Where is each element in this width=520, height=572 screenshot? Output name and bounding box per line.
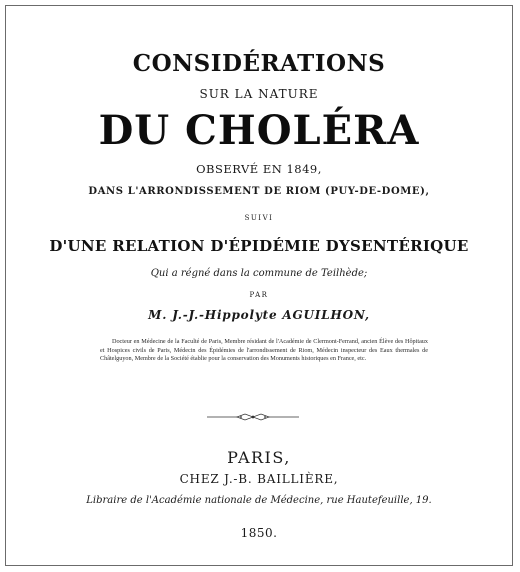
par-label: PAR (249, 291, 269, 299)
publication-year: 1850. (240, 526, 278, 540)
title-considerations: CONSIDÉRATIONS (132, 50, 386, 77)
ornament-divider-icon (207, 412, 299, 422)
author-name: M. J.-J.-Hippolyte AGUILHON, (148, 308, 370, 322)
commune-line: Qui a régné dans la commune de Teilhède; (150, 268, 368, 279)
publisher-address: Libraire de l'Académie nationale de Médecine, rue Hautefeuille, 19. (86, 495, 432, 506)
publication-city: PARIS, (227, 448, 291, 467)
author-credentials: Docteur en Médecine de la Faculté de Paris, Membre résidant de l'Académie de Clermont-Ferrand, ancien Élève des Hôpitaux et Hospices civils de Paris, Médecin des Épidémies de l'arrondissement de Riom, Médecin inspecteur des Eaux thermales de Châtelguyon, Membre de la Société établie pour la conservation des Monuments historiques en France, etc. (100, 338, 428, 363)
subtitle-nature: SUR LA NATURE (199, 87, 319, 101)
arrondissement-line: DANS L'ARRONDISSEMENT DE RIOM (PUY-DE-DOME), (88, 186, 430, 197)
publisher-name: CHEZ J.-B. BAILLIÈRE, (179, 472, 339, 486)
title-page (6, 6, 512, 565)
main-title-cholera: DU CHOLÉRA (98, 107, 420, 154)
page-frame (5, 5, 513, 566)
suivi-label: SUIVI (244, 214, 274, 222)
relation-title: D'UNE RELATION D'ÉPIDÉMIE DYSENTÉRIQUE (49, 237, 469, 255)
observed-year-line: OBSERVÉ EN 1849, (196, 162, 322, 176)
